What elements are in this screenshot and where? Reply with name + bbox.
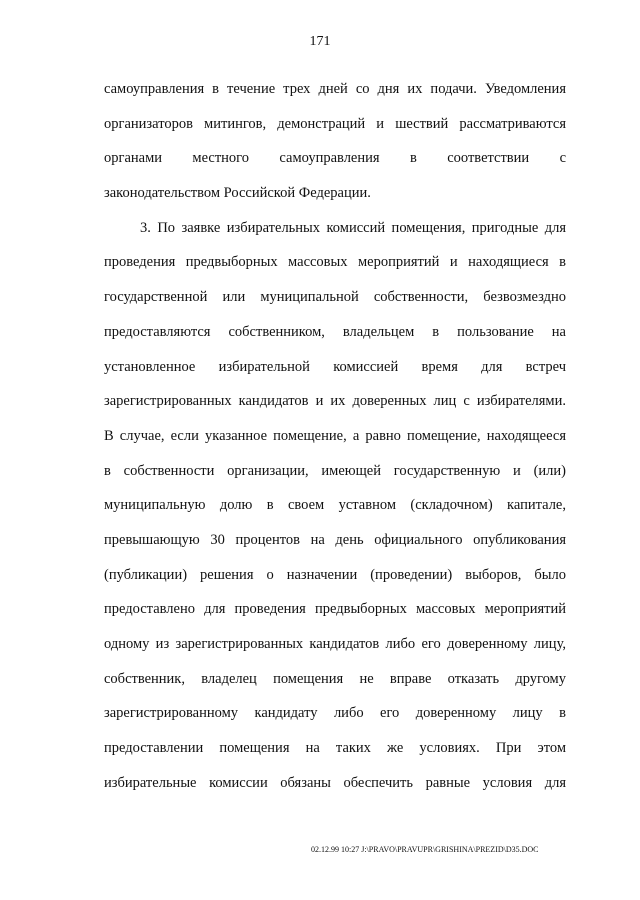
text-line: зарегистрированных кандидатов и их доверенных лиц с избирателями. (104, 393, 566, 410)
document-body (104, 72, 566, 800)
text-line: предоставлении помещения на таких же условиях. При этом (104, 740, 566, 757)
text-line: органами местного самоуправления в соответствии с (104, 150, 566, 167)
text-line: государственной или муниципальной собственности, безвозмездно (104, 289, 566, 306)
text-line: организаторов митингов, демонстраций и шествий рассматриваются (104, 115, 566, 132)
text-line: самоуправления в течение трех дней со дня их подачи. Уведомления (104, 81, 566, 97)
text-line: зарегистрированному кандидату либо его доверенному лицу в (104, 705, 566, 722)
document-footer-path: 02.12.99 10:27 J:\PRAVO\PRAVUPR\GRISHINA\PREZID\D35.DOC (311, 845, 539, 854)
text-line: 3. По заявке избирательных комиссий помещения, пригодные для (140, 219, 566, 236)
text-line: установленное избирательной комиссией время для встреч (104, 358, 566, 375)
page-number: 171 (309, 34, 331, 49)
text-line: предоставлено для проведения предвыборных массовых мероприятий (104, 601, 566, 618)
text-line: избирательные комиссии обязаны обеспечить равные условия для (104, 774, 566, 791)
text-line: муниципальную долю в своем уставном (складочном) капитале, (104, 497, 566, 514)
text-line: превышающую 30 процентов на день официального опубликования (104, 531, 566, 548)
text-line: одному из зарегистрированных кандидатов либо его доверенному лицу, (104, 636, 566, 652)
text-line: в собственности организации, имеющей государственную и (или) (104, 462, 566, 479)
text-line: В случае, если указанное помещение, а равно помещение, находящееся (104, 427, 566, 444)
text-line: (публикации) решения о назначении (проведении) выборов, было (104, 566, 566, 583)
text-line: законодательством Российской Федерации. (104, 185, 371, 202)
text-line: предоставляются собственником, владельцем в пользование на (104, 323, 566, 340)
text-line: проведения предвыборных массовых мероприятий и находящиеся в (104, 254, 566, 271)
text-line: собственник, владелец помещения не вправе отказать другому (104, 670, 566, 687)
